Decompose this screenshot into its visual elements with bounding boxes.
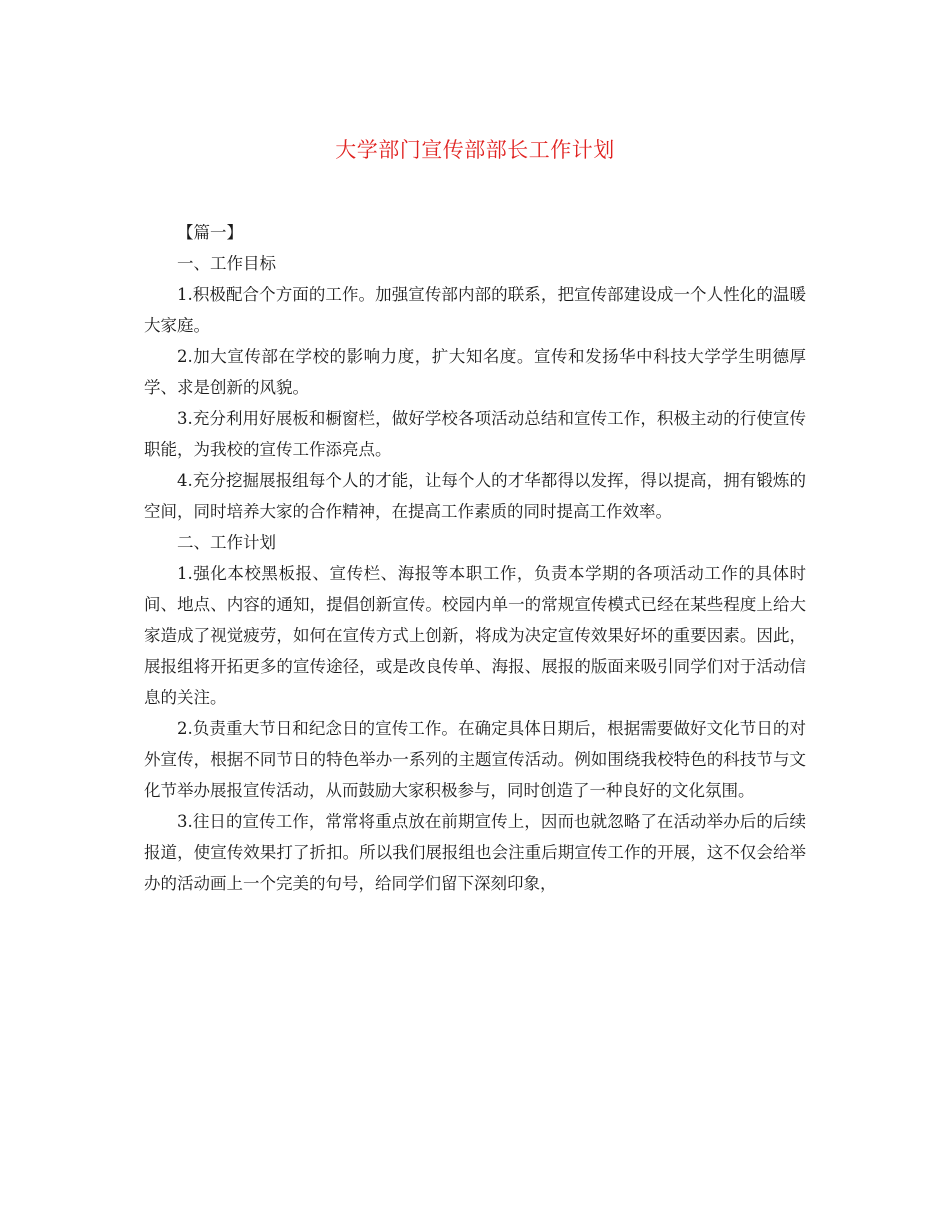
paragraph-plan-3: 3.往日的宣传工作，常常将重点放在前期宣传上，因而也就忽略了在活动举办后的后续报道，使宣传效果打了折扣。所以我们展报组也会注重后期宣传工作的开展，这不仅会给举办的活动画上一个完美的句号，给同学们留下深刻印象， xyxy=(144,812,806,893)
paragraph-goal-2: 2.加大宣传部在学校的影响力度，扩大知名度。宣传和发扬华中科技大学学生明德厚学、求是创新的风貌。 xyxy=(144,347,806,397)
paragraph-goal-3: 3.充分利用好展板和橱窗栏，做好学校各项活动总结和宣传工作，积极主动的行使宣传职能，为我校的宣传工作添亮点。 xyxy=(144,409,806,459)
section-label: 【篇一】 xyxy=(177,223,243,242)
paragraph-plan-1: 1.强化本校黑板报、宣传栏、海报等本职工作，负责本学期的各项活动工作的具体时间、地点、内容的通知，提倡创新宣传。校园内单一的常规宣传模式已经在某些程度上给大家造成了视觉疲劳，如何在宣传方式上创新，将成为决定宣传效果好坏的重要因素。因此，展报组将开拓更多的宣传途径，或是改良传单、海报、展报的版面来吸引同学们对于活动信息的关注。 xyxy=(144,564,806,707)
paragraph-plan-2: 2.负责重大节日和纪念日的宣传工作。在确定具体日期后，根据需要做好文化节日的对外宣传，根据不同节日的特色举办一系列的主题宣传活动。例如围绕我校特色的科技节与文化节举办展报宣传活动，从而鼓励大家积极参与，同时创造了一种良好的文化氛围。 xyxy=(144,719,806,800)
document-body xyxy=(144,217,806,899)
section-heading-plan: 二、工作计划 xyxy=(177,533,276,552)
section-heading-goals: 一、工作目标 xyxy=(177,254,276,273)
paragraph-goal-1: 1.积极配合个方面的工作。加强宣传部内部的联系，把宣传部建设成一个人性化的温暖大家庭。 xyxy=(144,285,806,335)
document-title: 大学部门宣传部部长工作计划 xyxy=(335,138,615,162)
paragraph-goal-4: 4.充分挖掘展报组每个人的才能，让每个人的才华都得以发挥，得以提高，拥有锻炼的空间，同时培养大家的合作精神，在提高工作素质的同时提高工作效率。 xyxy=(144,471,806,521)
